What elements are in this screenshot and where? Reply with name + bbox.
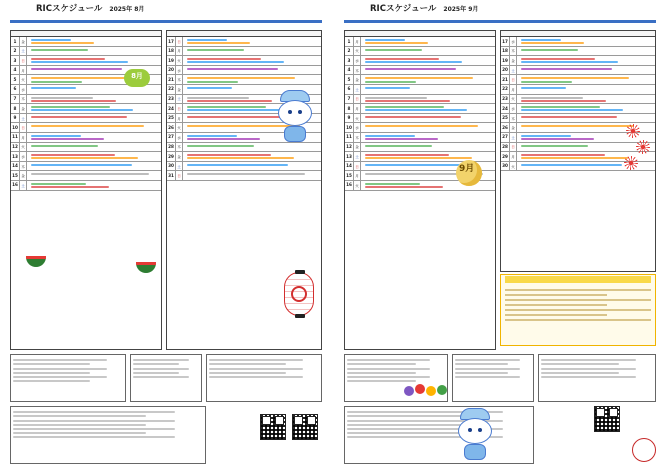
event-entry xyxy=(31,68,122,70)
day-number: 15 xyxy=(345,171,354,180)
event-entry xyxy=(31,157,138,159)
calendar-row xyxy=(167,37,321,47)
event-entry xyxy=(31,173,149,175)
event-entry xyxy=(31,186,109,188)
weekday: 木 xyxy=(354,66,361,75)
calendar-row xyxy=(345,123,495,133)
event-entry xyxy=(521,135,571,137)
event-entry xyxy=(365,106,444,108)
weekday: 土 xyxy=(510,133,517,142)
event-entry xyxy=(187,106,266,108)
calendar-row xyxy=(345,143,495,153)
event-entry xyxy=(31,154,115,156)
weekday: 木 xyxy=(176,75,183,84)
event-entry xyxy=(187,39,227,41)
calendar-row xyxy=(345,114,495,124)
calendar-row xyxy=(11,133,161,143)
weekday: 土 xyxy=(20,181,27,190)
weekday: 日 xyxy=(354,95,361,104)
event-entry xyxy=(521,58,595,60)
day-number: 31 xyxy=(167,171,176,180)
event-entry xyxy=(187,61,284,63)
weekday: 月 xyxy=(510,152,517,161)
event-entry xyxy=(187,157,294,159)
year-month: 2025年 8月 xyxy=(109,6,145,13)
event-entry xyxy=(187,81,238,83)
day-number: 18 xyxy=(501,47,510,56)
event-entry xyxy=(365,42,428,44)
event-entry xyxy=(365,39,405,41)
event-entry xyxy=(365,116,461,118)
info-box xyxy=(206,354,322,402)
event-entry xyxy=(521,68,612,70)
calendar-row xyxy=(345,37,495,47)
title-text: RICスケジュール xyxy=(370,4,437,14)
day-number: 11 xyxy=(11,133,20,142)
weekday: 日 xyxy=(510,143,517,152)
calendar-row xyxy=(345,75,495,85)
weekday: 月 xyxy=(176,114,183,123)
weekday: 水 xyxy=(20,85,27,94)
event-entry xyxy=(31,58,105,60)
event-entry xyxy=(365,87,410,89)
event-entry xyxy=(365,58,439,60)
day-number: 6 xyxy=(345,85,354,94)
info-box xyxy=(538,354,656,402)
day-number: 23 xyxy=(501,95,510,104)
event-entry xyxy=(31,106,110,108)
event-entry xyxy=(187,42,250,44)
lily-icon xyxy=(626,124,640,138)
day-number: 6 xyxy=(11,85,20,94)
calendar-row xyxy=(501,95,655,105)
weekday: 火 xyxy=(354,181,361,190)
day-number: 10 xyxy=(345,123,354,132)
day-number: 4 xyxy=(11,66,20,75)
calendar-row xyxy=(11,95,161,105)
weekday: 火 xyxy=(510,95,517,104)
schedule-page-september xyxy=(340,4,660,468)
weekday: 木 xyxy=(176,143,183,152)
calendar-row xyxy=(501,114,655,124)
event-entry xyxy=(187,68,278,70)
event-entry xyxy=(187,138,260,140)
event-entry xyxy=(365,157,472,159)
event-entry xyxy=(521,157,628,159)
weekday: 水 xyxy=(510,37,517,46)
event-entry xyxy=(187,173,305,175)
weekday: 月 xyxy=(20,66,27,75)
weekday: 木 xyxy=(354,133,361,142)
event-entry xyxy=(521,154,605,156)
day-number: 8 xyxy=(345,104,354,113)
day-number: 8 xyxy=(11,104,20,113)
info-box xyxy=(10,354,126,402)
weekday: 火 xyxy=(354,47,361,56)
calendar-row xyxy=(11,56,161,66)
event-entry xyxy=(365,154,449,156)
weekday: 月 xyxy=(354,37,361,46)
weekday: 金 xyxy=(20,171,27,180)
event-entry xyxy=(31,164,132,166)
day-number: 15 xyxy=(11,171,20,180)
page-title xyxy=(36,5,144,15)
event-entry xyxy=(365,77,473,79)
day-number: 12 xyxy=(11,143,20,152)
event-entry xyxy=(187,145,254,147)
day-number: 16 xyxy=(345,181,354,190)
weekday: 木 xyxy=(20,95,27,104)
day-number: 16 xyxy=(11,181,20,190)
page-footer xyxy=(344,354,656,466)
day-number: 18 xyxy=(167,47,176,56)
page-footer xyxy=(10,354,322,466)
calendar-row xyxy=(167,56,321,66)
weekday: 土 xyxy=(354,85,361,94)
day-number: 28 xyxy=(167,143,176,152)
event-entry xyxy=(521,100,606,102)
weekday: 金 xyxy=(510,56,517,65)
event-entry xyxy=(521,145,588,147)
day-number: 3 xyxy=(11,56,20,65)
day-number: 12 xyxy=(345,143,354,152)
weekday: 月 xyxy=(176,47,183,56)
day-number: 1 xyxy=(345,37,354,46)
event-entry xyxy=(31,135,81,137)
day-number: 14 xyxy=(11,162,20,171)
event-entry xyxy=(31,77,139,79)
event-entry xyxy=(365,81,416,83)
day-number: 13 xyxy=(345,152,354,161)
notice-box xyxy=(500,274,656,346)
month-badge: 8月 xyxy=(124,69,150,87)
weekday: 水 xyxy=(510,104,517,113)
event-entry xyxy=(187,87,232,89)
page-title xyxy=(370,5,478,15)
event-entry xyxy=(521,39,561,41)
event-entry xyxy=(31,81,82,83)
weekday: 火 xyxy=(176,56,183,65)
event-entry xyxy=(365,49,422,51)
event-entry xyxy=(187,97,249,99)
info-box xyxy=(130,354,202,402)
calendar-row xyxy=(345,133,495,143)
day-number: 27 xyxy=(167,133,176,142)
day-number: 2 xyxy=(345,47,354,56)
calendar-row xyxy=(501,56,655,66)
weekday: 火 xyxy=(20,75,27,84)
event-entry xyxy=(365,125,478,127)
weekday: 金 xyxy=(510,123,517,132)
day-number: 10 xyxy=(11,123,20,132)
event-entry xyxy=(31,145,98,147)
day-number: 27 xyxy=(501,133,510,142)
mascot-icon xyxy=(274,88,316,144)
calendar-row xyxy=(345,85,495,95)
day-number: 3 xyxy=(345,56,354,65)
calendar-row xyxy=(11,47,161,57)
day-number: 29 xyxy=(167,152,176,161)
event-entry xyxy=(187,116,283,118)
event-entry xyxy=(521,97,583,99)
moon-icon xyxy=(456,160,482,186)
weekday: 木 xyxy=(510,114,517,123)
day-number: 22 xyxy=(167,85,176,94)
day-number: 29 xyxy=(501,152,510,161)
event-entry xyxy=(31,42,94,44)
weekday: 火 xyxy=(20,143,27,152)
day-number: 30 xyxy=(167,162,176,171)
weekday: 火 xyxy=(354,114,361,123)
weekday: 水 xyxy=(354,123,361,132)
weekday: 金 xyxy=(354,143,361,152)
day-number: 26 xyxy=(167,123,176,132)
day-number: 25 xyxy=(167,114,176,123)
weekday: 金 xyxy=(20,104,27,113)
day-number: 20 xyxy=(501,66,510,75)
year-month: 2025年 9月 xyxy=(443,6,479,13)
day-number: 5 xyxy=(11,75,20,84)
notice-title xyxy=(505,276,651,283)
day-number: 22 xyxy=(501,85,510,94)
day-number: 19 xyxy=(167,56,176,65)
event-entry xyxy=(31,61,128,63)
info-box xyxy=(344,406,534,464)
calendar-row xyxy=(345,104,495,114)
weekday: 金 xyxy=(354,75,361,84)
day-number: 19 xyxy=(501,56,510,65)
event-entry xyxy=(187,154,271,156)
event-entry xyxy=(365,138,438,140)
weekday: 月 xyxy=(354,104,361,113)
weekday: 月 xyxy=(354,171,361,180)
event-entry xyxy=(187,135,237,137)
event-entry xyxy=(365,186,443,188)
calendar-row xyxy=(501,75,655,85)
event-entry xyxy=(31,39,71,41)
calendar-row xyxy=(345,56,495,66)
calendar-row xyxy=(501,47,655,57)
day-number: 11 xyxy=(345,133,354,142)
day-number: 28 xyxy=(501,143,510,152)
calendar-row xyxy=(345,95,495,105)
weekday: 日 xyxy=(510,75,517,84)
event-entry xyxy=(521,106,600,108)
weekday: 土 xyxy=(20,114,27,123)
calendar-row xyxy=(11,123,161,133)
weekday: 日 xyxy=(176,104,183,113)
calendar-row xyxy=(345,66,495,76)
lantern-icon xyxy=(284,272,314,316)
day-number: 7 xyxy=(345,95,354,104)
calendar-column-second-half xyxy=(500,30,656,272)
event-entry xyxy=(187,164,288,166)
calendar-column-first-half xyxy=(344,30,496,350)
event-entry xyxy=(521,87,566,89)
event-entry xyxy=(521,138,594,140)
notice-line xyxy=(12,23,320,28)
lily-icon xyxy=(624,156,638,170)
event-entry xyxy=(365,183,420,185)
calendar-row xyxy=(501,66,655,76)
day-number: 9 xyxy=(11,114,20,123)
event-entry xyxy=(31,109,133,111)
calendar-row xyxy=(501,37,655,47)
day-number: 5 xyxy=(345,75,354,84)
calendar-row xyxy=(345,47,495,57)
qr-code-icon[interactable] xyxy=(292,414,318,440)
calendar-row xyxy=(11,114,161,124)
event-entry xyxy=(31,116,127,118)
event-entry xyxy=(31,183,86,185)
stamp-icon xyxy=(632,438,656,462)
weekday: 月 xyxy=(20,133,27,142)
weekday: 火 xyxy=(176,123,183,132)
page-header xyxy=(340,4,660,18)
event-entry xyxy=(31,138,104,140)
weekday: 土 xyxy=(510,66,517,75)
calendar-row xyxy=(11,37,161,47)
event-entry xyxy=(31,97,93,99)
event-entry xyxy=(31,49,88,51)
calendar-row xyxy=(11,143,161,153)
calendar-row xyxy=(11,181,161,191)
schedule-page-august xyxy=(6,4,326,468)
qr-code-icon[interactable] xyxy=(594,406,620,432)
day-number: 20 xyxy=(167,66,176,75)
event-entry xyxy=(365,164,466,166)
calendar-row xyxy=(167,75,321,85)
day-number: 17 xyxy=(501,37,510,46)
event-entry xyxy=(521,81,572,83)
weekday: 日 xyxy=(20,123,27,132)
event-entry xyxy=(187,49,244,51)
month-badge: 9月 xyxy=(459,164,475,174)
day-number: 7 xyxy=(11,95,20,104)
event-entry xyxy=(31,87,76,89)
event-entry xyxy=(365,61,462,63)
weekday: 土 xyxy=(20,47,27,56)
weekday: 土 xyxy=(354,152,361,161)
weekday: 金 xyxy=(176,152,183,161)
event-entry xyxy=(187,77,295,79)
calendar-row xyxy=(501,143,655,153)
event-entry xyxy=(31,100,116,102)
vegetables-icon xyxy=(404,384,454,398)
event-entry xyxy=(365,109,467,111)
event-entry xyxy=(365,97,427,99)
day-number: 25 xyxy=(501,114,510,123)
weekday: 金 xyxy=(176,85,183,94)
day-number: 4 xyxy=(345,66,354,75)
weekday: 日 xyxy=(354,162,361,171)
day-number: 9 xyxy=(345,114,354,123)
weekday: 日 xyxy=(176,171,183,180)
event-entry xyxy=(31,125,144,127)
mascot-icon xyxy=(454,406,496,462)
event-entry xyxy=(521,125,634,127)
day-number: 13 xyxy=(11,152,20,161)
calendar-row xyxy=(167,162,321,172)
calendar-row xyxy=(501,104,655,114)
event-entry xyxy=(365,100,450,102)
weekday: 木 xyxy=(20,162,27,171)
event-entry xyxy=(521,109,623,111)
lily-icon xyxy=(636,140,650,154)
weekday: 日 xyxy=(20,56,27,65)
event-entry xyxy=(521,49,578,51)
event-entry xyxy=(521,116,617,118)
event-entry xyxy=(521,61,618,63)
weekday: 水 xyxy=(176,66,183,75)
calendar-row xyxy=(167,66,321,76)
weekday: 木 xyxy=(510,47,517,56)
day-number: 26 xyxy=(501,123,510,132)
day-number: 1 xyxy=(11,37,20,46)
day-number: 23 xyxy=(167,95,176,104)
calendar-row xyxy=(11,171,161,181)
day-number: 21 xyxy=(501,75,510,84)
day-number: 24 xyxy=(501,104,510,113)
weekday: 土 xyxy=(176,95,183,104)
weekday: 金 xyxy=(20,37,27,46)
event-entry xyxy=(521,77,629,79)
day-number: 24 xyxy=(167,104,176,113)
weekday: 水 xyxy=(20,152,27,161)
info-box xyxy=(452,354,534,402)
weekday: 日 xyxy=(176,37,183,46)
event-entry xyxy=(365,145,432,147)
event-entry xyxy=(187,100,272,102)
calendar-row xyxy=(167,171,321,181)
weekday: 火 xyxy=(510,162,517,171)
notice-line xyxy=(346,23,654,28)
qr-code-icon[interactable] xyxy=(260,414,286,440)
event-entry xyxy=(365,68,456,70)
calendar-row xyxy=(167,47,321,57)
event-entry xyxy=(521,42,584,44)
calendar-row xyxy=(11,152,161,162)
day-number: 21 xyxy=(167,75,176,84)
calendar-row xyxy=(167,152,321,162)
event-entry xyxy=(365,135,415,137)
day-number: 17 xyxy=(167,37,176,46)
event-entry xyxy=(521,164,622,166)
day-number: 14 xyxy=(345,162,354,171)
weekday: 土 xyxy=(176,162,183,171)
weekday: 水 xyxy=(354,56,361,65)
title-text: RICスケジュール xyxy=(36,4,103,14)
day-number: 2 xyxy=(11,47,20,56)
weekday: 月 xyxy=(510,85,517,94)
info-box xyxy=(10,406,206,464)
calendar-row xyxy=(501,85,655,95)
page-header xyxy=(6,4,326,18)
event-entry xyxy=(187,58,261,60)
day-number: 30 xyxy=(501,162,510,171)
weekday: 水 xyxy=(176,133,183,142)
calendar-row xyxy=(11,162,161,172)
calendar-row xyxy=(11,104,161,114)
